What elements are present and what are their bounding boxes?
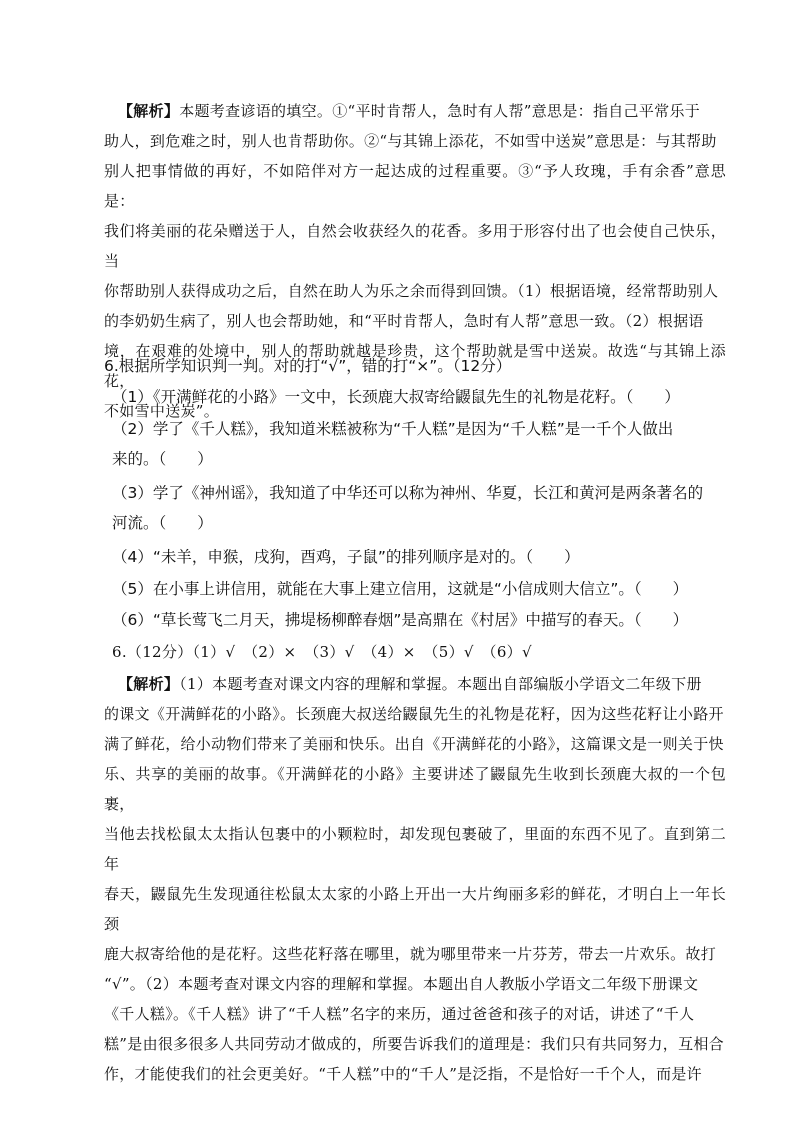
question-6-item-3: （3）学了《神州谣》，我知道了中华还可以称为神州、华夏，长江和黄河是两条著名的 河流。（ ） xyxy=(112,484,704,532)
analysis-tag: 【解析】 xyxy=(118,675,180,693)
analysis-text: 本题考查谚语的填空。①“平时肯帮人，急时有人帮”意思是：指自己平常乐于 助人，到危难之时，别人也肯帮助你。②“与其锦上添花，不如雪中送炭”意思是：与其帮助 别人把事情做的再好，不如陪伴对方一起达成的过程重要。③“予人玫瑰，手有余香”意思是： 我们将美丽的花朵赠送于人，自然会收获经久的花香。多用于形容付出了也会使自己快乐，当 你帮助别人获得成功之后，自然在助人为乐之余而得到回馈。（1）根据语境，经常帮助别人 的李奶奶生病了，别人也会帮助她，和“平时肯帮人，急时有人帮”意思一致。（2）根据语 境，在艰难的处境中，别人的帮助就越是珍贵，这个帮助就是雪中送炭。故选“与其锦上添花， 不如雪中送炭”。 xyxy=(104,102,726,420)
question-6-item-6: （6）“草长莺飞二月天，拂堤杨柳醉春烟”是高鼎在《村居》中描写的春天。（ ） xyxy=(112,611,689,629)
question-6-item-4: （4）“未羊，申猴，戌狗，酉鸡，子鼠”的排列顺序是对的。（ ） xyxy=(112,548,580,566)
question-6-title: 6.根据所学知识判一判。对的打“√”，错的打“×”。（12分） xyxy=(104,357,512,375)
analysis-paragraph-2 xyxy=(104,669,726,1089)
analysis-tag: 【解析】 xyxy=(118,102,180,120)
answer-6: 6.（12分）（1）√ （2）× （3）√ （4）× （5）√ （6）√ xyxy=(112,643,532,661)
question-6-item-5: （5）在小事上讲信用，就能在大事上建立信用，这就是“小信成则大信立”。（ ） xyxy=(112,580,689,598)
question-6-item-2: （2）学了《千人糕》，我知道米糕被称为“千人糕”是因为“千人糕”是一千个人做出 来的。（ ） xyxy=(112,420,674,468)
question-6-item-1: （1）《开满鲜花的小路》一文中，长颈鹿大叔寄给鼹鼠先生的礼物是花籽。（ ） xyxy=(112,388,680,406)
analysis-text: （1）本题考查对课文内容的理解和掌握。本题出自部编版小学语文二年级下册 的课文《开满鲜花的小路》。长颈鹿大叔送给鼹鼠先生的礼物是花籽，因为这些花籽让小路开 满了鲜花，给小动物们带来了美丽和快乐。出自《开满鲜花的小路》，这篇课文是一则关于快 乐、共享的美丽的故事。《开满鲜花的小路》主要讲述了鼹鼠先生收到长颈鹿大叔的一个包裹， 当他去找松鼠太太指认包裹中的小颗粒时，却发现包裹破了，里面的东西不见了。直到第二年 春天，鼹鼠先生发现通往松鼠太太家的小路上开出一大片绚丽多彩的鲜花，才明白上一年长颈 鹿大叔寄给他的是花籽。这些花籽落在哪里，就为哪里带来一片芬芳，带去一片欢乐。故打 “√”。（2）本题考查对课文内容的理解和掌握。本题出自人教版小学语文二年级下册课文 《千人糕》。《千人糕》讲了“千人糕”名字的来历，通过爸爸和孩子的对话，讲述了“千人 糕”是由很多很多人共同劳动才做成的，所要告诉我们的道理是：我们只有共同努力，互相合 作，才能使我们的社会更美好。“千人糕”中的“千人”是泛指，不是恰好一千个人，而是许 xyxy=(104,675,726,1083)
